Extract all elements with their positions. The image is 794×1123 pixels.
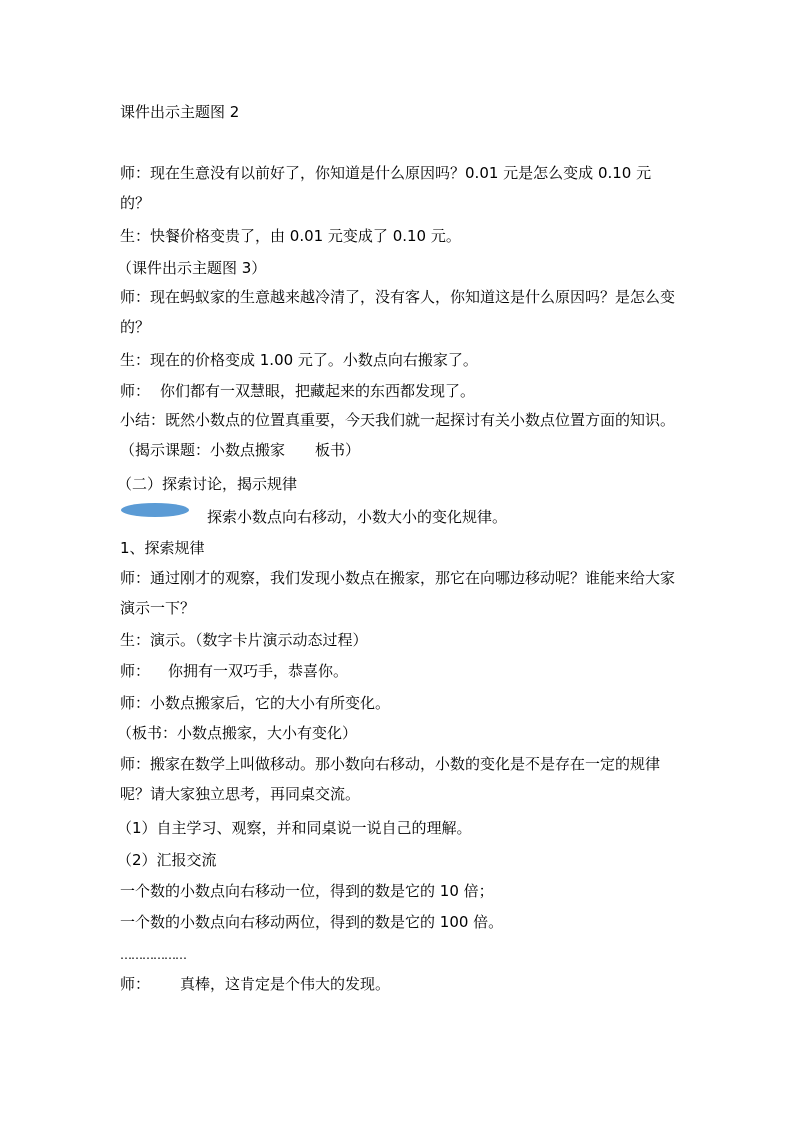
speaker-label: 师： — [120, 382, 151, 400]
teacher-question-ant-shop: 师：现在蚂蚁家的生意越来越冷清了，没有客人，你知道这是什么原因吗？是怎么变的？ — [120, 288, 676, 336]
board-note-size-change: （板书：小数点搬家，大小有变化） — [117, 724, 358, 742]
teacher-question-price: 师：现在生意没有以前好了，你知道是什么原因吗？0.01 元是怎么变成 0.10 元的？ — [120, 164, 652, 212]
student-answer-price: 生：快餐价格变贵了，由 0.01 元变成了 0.10 元。 — [120, 227, 461, 245]
courseware-note-3: （课件出示主题图 3） — [117, 259, 267, 277]
student-demo: 生：演示。（数字卡片演示动态过程） — [120, 631, 368, 649]
courseware-note-2: 课件出示主题图 2 — [120, 103, 240, 121]
explore-goal: 探索小数点向右移动，小数大小的变化规律。 — [207, 508, 508, 526]
section-heading-explore: （二）探索讨论，揭示规律 — [117, 475, 298, 493]
step-self-study: （1）自主学习、观察，并和同桌说一说自己的理解。 — [117, 819, 472, 837]
subheading-explore-rule: 1、探索规律 — [120, 539, 205, 557]
student-answer-decimal-move: 生：现在的价格变成 1.00 元了。小数点向右搬家了。 — [120, 351, 478, 369]
rule-one-place: 一个数的小数点向右移动一位，得到的数是它的 10 倍； — [120, 882, 494, 900]
summary-board-note: 板书） — [315, 441, 361, 459]
ellipsis-dots: ……………… — [120, 948, 186, 962]
teacher-praise-eyes — [120, 381, 680, 401]
blue-ellipse-shape — [121, 503, 189, 517]
teacher-size-change: 师：小数点搬家后，它的大小有所变化。 — [120, 694, 391, 712]
speaker-label: 师： — [120, 975, 151, 993]
summary-text: 小结：既然小数点的位置真重要，今天我们就一起探讨有关小数点位置方面的知识。（揭示课题：小数点搬家 — [120, 411, 676, 459]
summary-paragraph — [120, 405, 680, 465]
praise-text: 你拥有一双巧手，恭喜你。 — [168, 662, 349, 680]
step-report: （2）汇报交流 — [117, 851, 217, 869]
teacher-praise-hands — [120, 661, 680, 681]
speaker-label: 师： — [120, 662, 151, 680]
praise-text: 真棒，这肯定是个伟大的发现。 — [180, 975, 391, 993]
teacher-question-rule: 师：搬家在数学上叫做移动。那小数向右移动，小数的变化是不是存在一定的规律呢？请大家独立思考，再同桌交流。 — [120, 755, 661, 803]
teacher-question-direction: 师：通过刚才的观察，我们发现小数点在搬家，那它在向哪边移动呢？谁能来给大家演示一下？ — [120, 569, 676, 617]
teacher-praise-discovery — [120, 974, 680, 994]
praise-text: 你们都有一双慧眼，把藏起来的东西都发现了。 — [160, 382, 476, 400]
rule-two-places: 一个数的小数点向右移动两位，得到的数是它的 100 倍。 — [120, 913, 504, 931]
